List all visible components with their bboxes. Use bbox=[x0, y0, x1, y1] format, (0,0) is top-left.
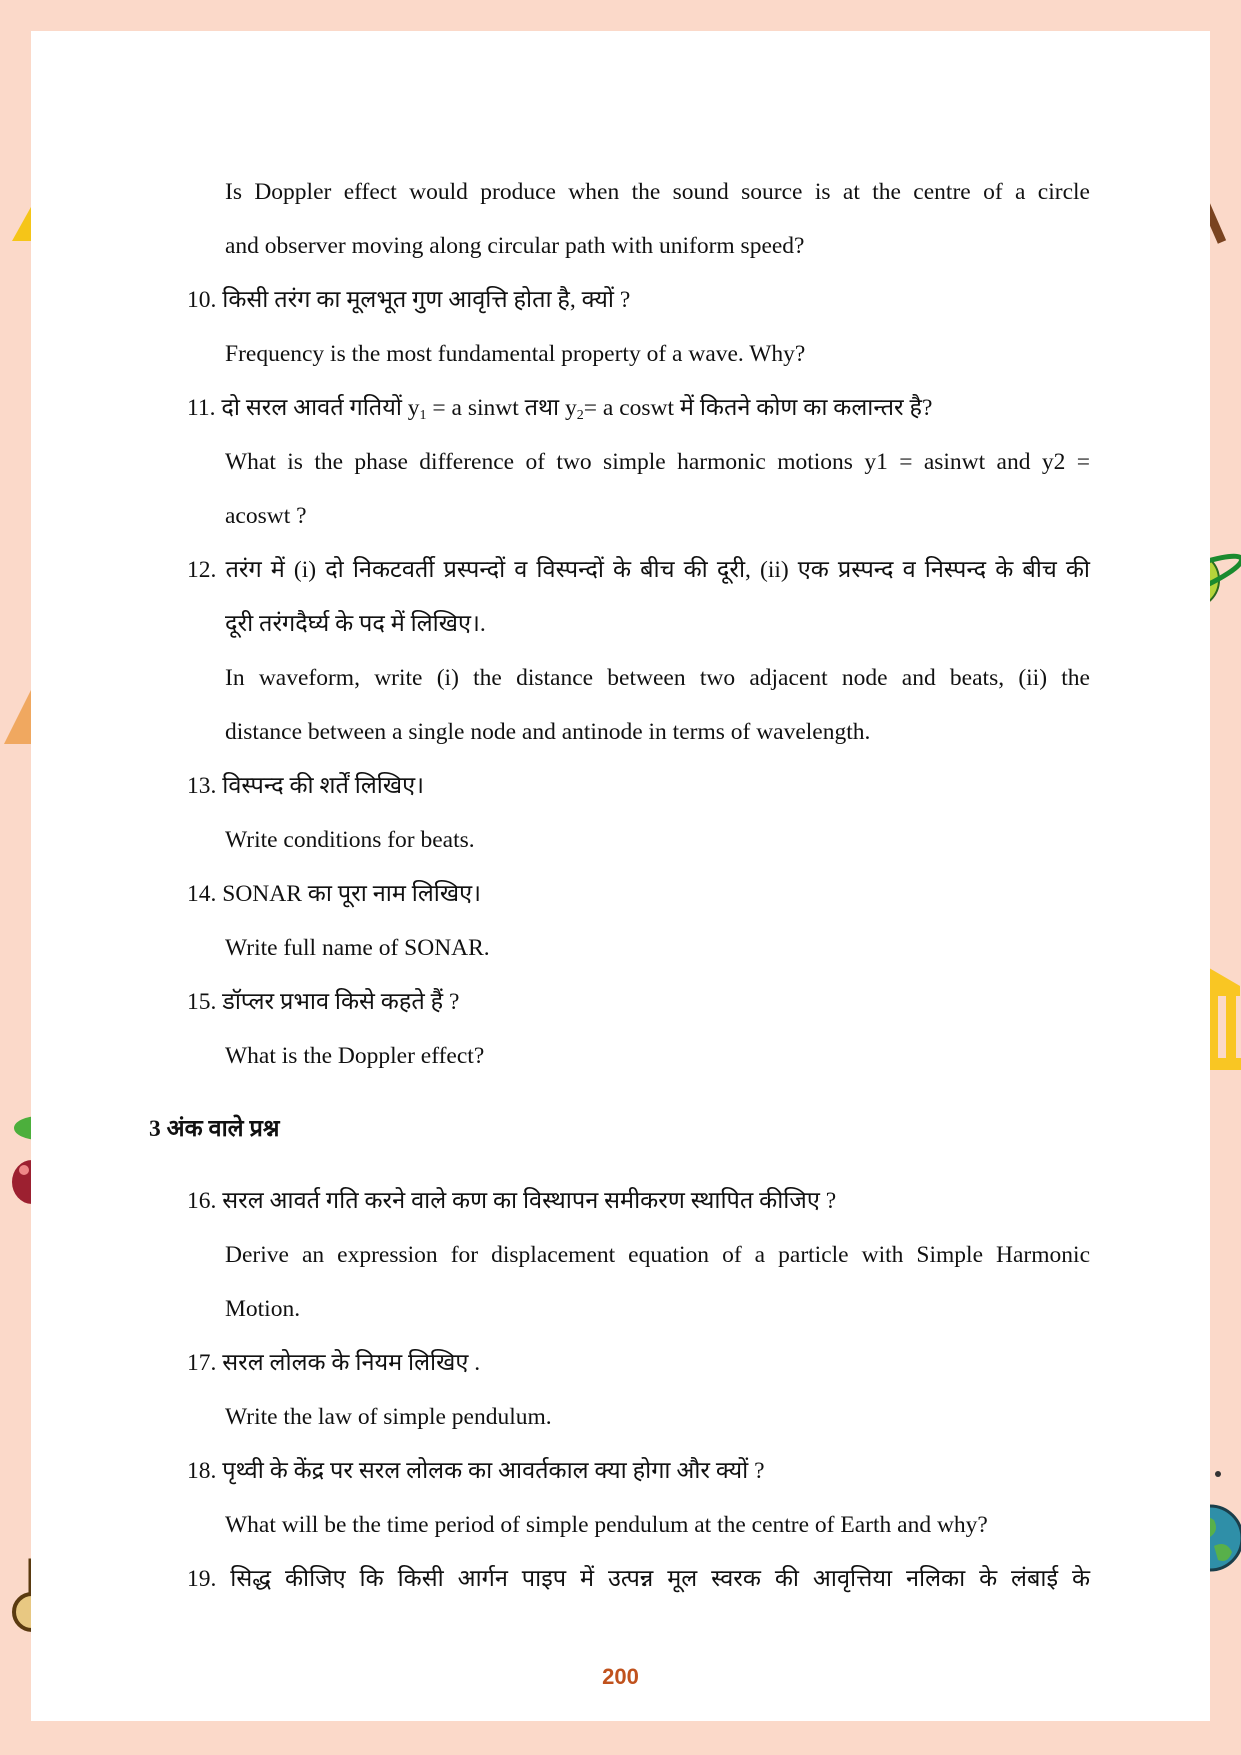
q13-english: Write conditions for beats. bbox=[225, 827, 475, 853]
q9-english-line-1: Is Doppler effect would produce when the sound source is at the centre of a circle bbox=[225, 179, 1090, 205]
q10-hindi: 10. किसी तरंग का मूलभूत गुण आवृत्ति होता है, क्यों ? bbox=[187, 287, 631, 313]
q15-hindi: 15. डॉप्लर प्रभाव किसे कहते हैं ? bbox=[187, 989, 460, 1015]
page-sheet bbox=[31, 31, 1210, 1721]
q14-hindi: 14. SONAR का पूरा नाम लिखिए। bbox=[187, 881, 481, 907]
q9-english-line-2: and observer moving along circular path with uniform speed? bbox=[225, 233, 805, 259]
q11-english-line-1: What is the phase difference of two simple harmonic motions y1 = asinwt and y2 = bbox=[225, 449, 1090, 475]
q12-english-line-2: distance between a single node and antinode in terms of wavelength. bbox=[225, 719, 871, 745]
q11-hindi: 11. दो सरल आवर्त गतियों $y_1 = a$ sinwt तथा $y_2= a$ coswt में कितने कोण का कलान्तर है? bbox=[187, 395, 933, 423]
q14-english: Write full name of SONAR. bbox=[225, 935, 490, 961]
q16-hindi: 16. सरल आवर्त गति करने वाले कण का विस्थापन समीकरण स्थापित कीजिए ? bbox=[187, 1188, 837, 1214]
q18-hindi: 18. पृथ्वी के केंद्र पर सरल लोलक का आवर्तकाल क्या होगा और क्यों ? bbox=[187, 1458, 765, 1484]
q12-hindi-line-2: दूरी तरंगदैर्घ्य के पद में लिखिए।. bbox=[225, 611, 486, 637]
q10-english: Frequency is the most fundamental property of a wave. Why? bbox=[225, 341, 806, 367]
q12-hindi-line-1: 12. तरंग में (i) दो निकटवर्ती प्रस्पन्दों व विस्पन्दों के बीच की दूरी, (ii) एक प्रस्पन्द व निस्पन्द के बीच की bbox=[187, 557, 1090, 583]
q13-hindi: 13. विस्पन्द की शर्तें लिखिए। bbox=[187, 773, 424, 799]
q18-english: What will be the time period of simple pendulum at the centre of Earth and why? bbox=[225, 1512, 988, 1538]
q12-english-line-1: In waveform, write (i) the distance between two adjacent node and beats, (ii) the bbox=[225, 665, 1090, 691]
q17-hindi: 17. सरल लोलक के नियम लिखिए . bbox=[187, 1350, 481, 1376]
page-number: 200 bbox=[602, 1664, 639, 1689]
q15-english: What is the Doppler effect? bbox=[225, 1043, 485, 1069]
q16-english-line-2: Motion. bbox=[225, 1296, 301, 1322]
q11-english-line-2: acoswt ? bbox=[225, 503, 307, 529]
q17-english: Write the law of simple pendulum. bbox=[225, 1404, 552, 1430]
section-heading-3-marks: 3 अंक वाले प्रश्न bbox=[149, 1116, 280, 1142]
q16-english-line-1: Derive an expression for displacement equation of a particle with Simple Harmonic bbox=[225, 1242, 1090, 1268]
q19-hindi: 19. सिद्ध कीजिए कि किसी आर्गन पाइप में उत्पन्न मूल स्वरक की आवृत्तिया नलिका के लंबाई के bbox=[187, 1566, 1090, 1592]
